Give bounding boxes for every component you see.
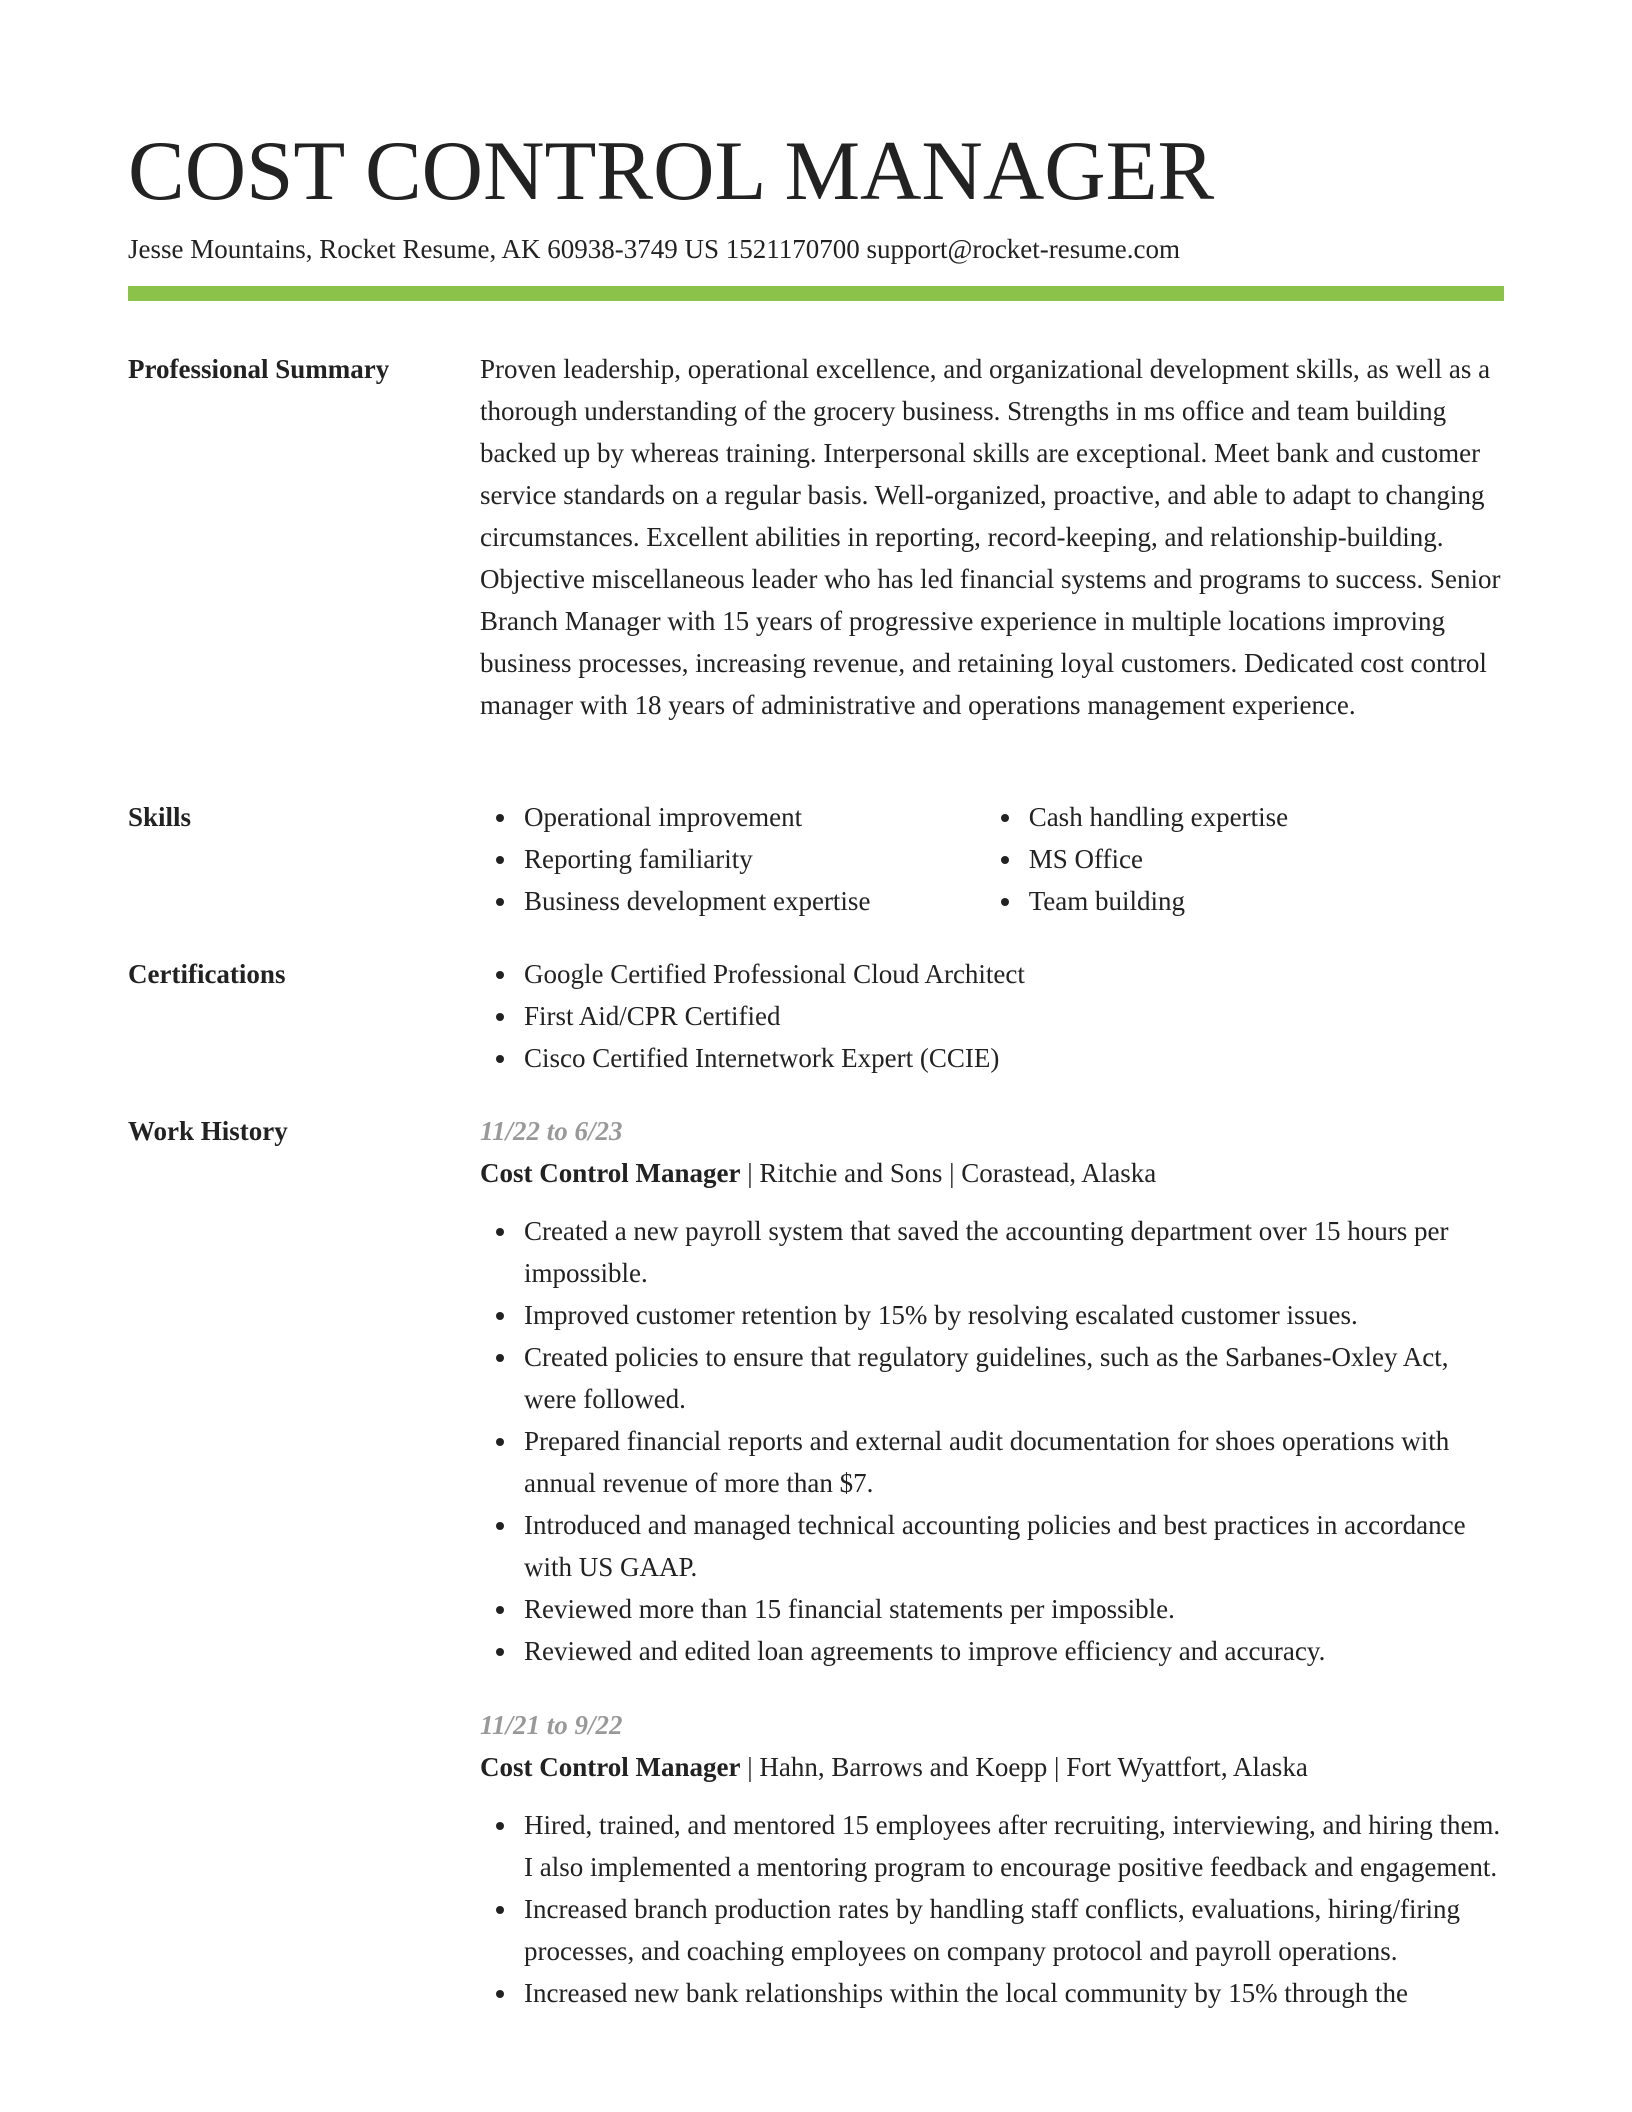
job-entry [480, 1704, 1504, 2014]
skill-item: Team building [1029, 880, 1504, 922]
job-employer-location: | Hahn, Barrows and Koepp | Fort Wyattfort, Alaska [740, 1752, 1308, 1782]
work-history-heading: Work History [128, 1116, 288, 1146]
job-entry [480, 1110, 1504, 1672]
job-employer-location: | Ritchie and Sons | Corastead, Alaska [740, 1158, 1157, 1188]
job-bullet: Created policies to ensure that regulatory guidelines, such as the Sarbanes-Oxley Act, were followed. [524, 1336, 1504, 1420]
header-divider [128, 286, 1504, 301]
job-bullet: Reviewed more than 15 financial statements per impossible. [524, 1588, 1504, 1630]
skill-item: Cash handling expertise [1029, 796, 1504, 838]
job-dates: 11/22 to 6/23 [480, 1116, 623, 1146]
skill-item: Business development expertise [524, 880, 985, 922]
skill-item: Reporting familiarity [524, 838, 985, 880]
job-title: Cost Control Manager [480, 1752, 741, 1782]
job-bullet: Created a new payroll system that saved the accounting department over 15 hours per impossible. [524, 1210, 1504, 1294]
skills-heading: Skills [128, 802, 192, 832]
skills-list-left [480, 796, 985, 922]
certifications-heading: Certifications [128, 959, 286, 989]
job-bullet: Hired, trained, and mentored 15 employees after recruiting, interviewing, and hiring them. I also implemented a mentoring program to encourage positive feedback and engagement. [524, 1804, 1504, 1888]
skill-item: MS Office [1029, 838, 1504, 880]
job-bullet: Reviewed and edited loan agreements to improve efficiency and accuracy. [524, 1630, 1504, 1672]
job-bullet: Introduced and managed technical accounting policies and best practices in accordance with US GAAP. [524, 1504, 1504, 1588]
job-heading [480, 1152, 1504, 1194]
certification-item: Cisco Certified Internetwork Expert (CCIE) [524, 1037, 1504, 1079]
job-bullet: Prepared financial reports and external audit documentation for shoes operations with annual revenue of more than $7. [524, 1420, 1504, 1504]
certifications-list [480, 953, 1504, 1079]
contact-line: Jesse Mountains, Rocket Resume, AK 60938-3749 US 1521170700 support@rocket-resume.com [128, 234, 1180, 264]
job-bullet: Increased new bank relationships within the local community by 15% through the [524, 1972, 1504, 2014]
skills-list-right [985, 796, 1504, 922]
certification-item: Google Certified Professional Cloud Architect [524, 953, 1504, 995]
resume-title: COST CONTROL MANAGER [128, 124, 1215, 218]
summary-heading: Professional Summary [128, 354, 390, 384]
job-dates: 11/21 to 9/22 [480, 1710, 623, 1740]
summary-text: Proven leadership, operational excellence, and organizational development skills, as well as a thorough understanding of the grocery business. Strengths in ms office and team building backed up by whereas training. Interpersonal skills are exceptional. Meet bank and customer service standards on a regular basis. Well-organized, proactive, and able to adapt to changing circumstances. Excellent abilities in reporting, record-keeping, and relationship-building. Objective miscellaneous leader who has led financial systems and programs to success. Senior Branch Manager with 15 years of progressive experience in multiple locations improving business processes, increasing revenue, and retaining loyal customers. Dedicated cost control manager with 18 years of administrative and operations management experience. [480, 354, 1501, 720]
skill-item: Operational improvement [524, 796, 985, 838]
job-title: Cost Control Manager [480, 1158, 741, 1188]
job-bullets [480, 1210, 1504, 1672]
certification-item: First Aid/CPR Certified [524, 995, 1504, 1037]
job-bullet: Increased branch production rates by handling staff conflicts, evaluations, hiring/firing processes, and coaching employees on company protocol and payroll operations. [524, 1888, 1504, 1972]
job-bullet: Improved customer retention by 15% by resolving escalated customer issues. [524, 1294, 1504, 1336]
job-bullets [480, 1804, 1504, 2014]
job-heading [480, 1746, 1504, 1788]
